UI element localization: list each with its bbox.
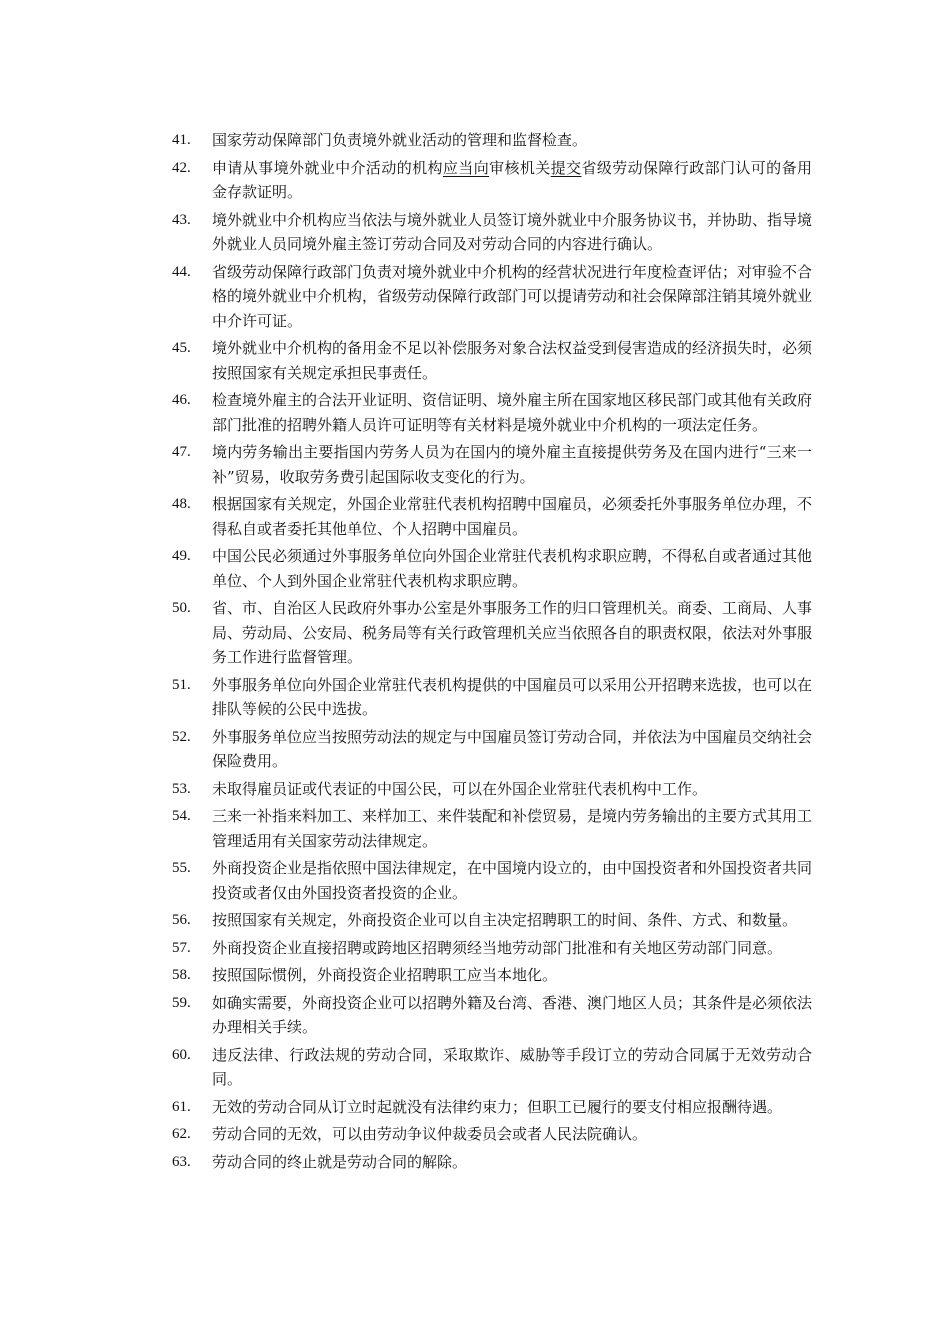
item-number: 45. bbox=[172, 340, 191, 356]
list-item bbox=[172, 963, 812, 988]
item-number: 41. bbox=[172, 132, 191, 148]
item-text: 违反法律、行政法规的劳动合同，采取欺诈、威胁等手段订立的劳动合同属于无效劳动合同。 bbox=[212, 1045, 812, 1088]
item-number: 47. bbox=[172, 444, 191, 460]
item-text-segment: 省级劳动保障行政部门认可的备用金存款证明。 bbox=[212, 158, 812, 201]
list-item bbox=[172, 492, 812, 541]
item-number: 52. bbox=[172, 728, 191, 745]
list-item bbox=[172, 673, 812, 722]
list-item bbox=[172, 1095, 812, 1120]
list-item bbox=[172, 336, 812, 385]
item-text: 外商投资企业是指依照中国法律规定，在中国境内设立的，由中国投资者和外国投资者共同投资或者仅由外国投资者投资的企业。 bbox=[212, 859, 813, 902]
list-item bbox=[172, 440, 812, 489]
item-number: 49. bbox=[172, 548, 191, 564]
list-item bbox=[172, 128, 812, 153]
item-text: 中国公民必须通过外事服务单位向外国企业常驻代表机构求职应聘，不得私自或者通过其他单位、个人到外国企业常驻代表机构求职应聘。 bbox=[212, 547, 813, 590]
item-text: 外事服务单位向外国企业常驻代表机构提供的中国雇员可以采用公开招聘来选拔，也可以在排队等候的公民中选拔。 bbox=[212, 675, 813, 718]
item-number: 53. bbox=[172, 780, 191, 797]
item-text: 根据国家有关规定，外国企业常驻代表机构招聘中国雇员，必须委托外事服务单位办理，不得私自或者委托其他单位、个人招聘中国雇员。 bbox=[212, 495, 813, 538]
list-item bbox=[172, 936, 812, 961]
item-text: 境外就业中介机构的备用金不足以补偿服务对象合法权益受到侵害造成的经济损失时，必须按照国家有关规定承担民事责任。 bbox=[212, 339, 813, 382]
item-text: 境外就业中介机构应当依法与境外就业人员签订境外就业中介服务协议书，并协助、指导境外就业人员同境外雇主签订劳动合同及对劳动合同的内容进行确认。 bbox=[212, 210, 813, 253]
list-item bbox=[172, 1043, 812, 1092]
underlined-text: 应当向 bbox=[442, 158, 490, 177]
item-number: 51. bbox=[172, 676, 191, 693]
item-number: 46. bbox=[172, 392, 191, 408]
item-number: 57. bbox=[172, 939, 191, 956]
item-text: 按照国家有关规定，外商投资企业可以自主决定招聘职工的时间、条件、方式、和数量。 bbox=[212, 911, 798, 929]
item-text: 国家劳动保障部门负责境外就业活动的管理和监督检查。 bbox=[212, 131, 588, 149]
item-text: 如确实需要，外商投资企业可以招聘外籍及台湾、香港、澳门地区人员；其条件是必须依法办理相关手续。 bbox=[212, 993, 813, 1036]
item-text: 按照国际惯例，外商投资企业招聘职工应当本地化。 bbox=[212, 966, 558, 984]
list-item bbox=[172, 777, 812, 802]
list-item bbox=[172, 856, 812, 905]
item-number: 62. bbox=[172, 1126, 191, 1142]
item-text: 劳动合同的无效，可以由劳动争议仲裁委员会或者人民法院确认。 bbox=[212, 1125, 648, 1143]
item-text: 外商投资企业直接招聘或跨地区招聘须经当地劳动部门批准和有关地区劳动部门同意。 bbox=[212, 938, 783, 957]
item-text-segment: 申请从事境外就业中介活动的机构 bbox=[212, 158, 443, 177]
statement-list bbox=[172, 128, 812, 1177]
item-number: 54. bbox=[172, 808, 191, 824]
list-item bbox=[172, 208, 812, 257]
item-number: 63. bbox=[172, 1153, 191, 1170]
list-item bbox=[172, 991, 812, 1040]
list-item bbox=[172, 388, 812, 437]
list-item bbox=[172, 596, 812, 670]
item-number: 50. bbox=[172, 600, 191, 616]
item-text: 省级劳动保障行政部门负责对境外就业中介机构的经营状况进行年度检查评估；对审验不合格的境外就业中介机构，省级劳动保障行政部门可以提请劳动和社会保障部注销其境外就业中介许可证。 bbox=[212, 262, 813, 330]
item-text: 无效的劳动合同从订立时起就没有法律约束力；但职工已履行的要支付相应报酬待遇。 bbox=[212, 1097, 783, 1116]
list-item bbox=[172, 1150, 812, 1175]
item-number: 43. bbox=[172, 211, 191, 228]
item-text: 省、市、自治区人民政府外事办公室是外事服务工作的归口管理机关。商委、工商局、人事局、劳动局、公安局、税务局等有关行政管理机关应当依照各自的职责权限，依法对外事服务工作进行监督管理。 bbox=[212, 599, 813, 666]
item-number: 42. bbox=[172, 159, 191, 176]
item-number: 56. bbox=[172, 912, 191, 928]
item-number: 48. bbox=[172, 496, 191, 512]
item-text: 检查境外雇主的合法开业证明、资信证明、境外雇主所在国家地区移民部门或其他有关政府部门批准的招聘外籍人员许可证明等有关材料是境外就业中介机构的一项法定任务。 bbox=[212, 391, 813, 434]
item-text: 外事服务单位应当按照劳动法的规定与中国雇员签订劳动合同，并依法为中国雇员交纳社会保险费用。 bbox=[212, 727, 813, 770]
item-number: 60. bbox=[172, 1046, 191, 1063]
item-number: 61. bbox=[172, 1098, 191, 1115]
item-number: 59. bbox=[172, 994, 191, 1011]
list-item bbox=[172, 156, 812, 205]
underlined-text: 提交 bbox=[550, 158, 582, 177]
item-number: 55. bbox=[172, 860, 191, 876]
item-number: 44. bbox=[172, 263, 191, 280]
list-item bbox=[172, 804, 812, 853]
item-text: 劳动合同的终止就是劳动合同的解除。 bbox=[212, 1152, 468, 1171]
item-text: 三来一补指来料加工、来样加工、来件装配和补偿贸易，是境内劳务输出的主要方式其用工管理适用有关国家劳动法律规定。 bbox=[212, 807, 813, 850]
item-text: 未取得雇员证或代表证的中国公民，可以在外国企业常驻代表机构中工作。 bbox=[212, 779, 708, 798]
list-item bbox=[172, 908, 812, 933]
list-item bbox=[172, 260, 812, 334]
list-item bbox=[172, 1122, 812, 1147]
item-text: 境内劳务输出主要指国内劳务人员为在国内的境外雇主直接提供劳务及在国内进行“三来一补”贸易，收取劳务费引起国际收支变化的行为。 bbox=[212, 443, 812, 486]
item-number: 58. bbox=[172, 967, 191, 983]
item-text bbox=[212, 156, 812, 205]
item-text-segment: 审核机关 bbox=[489, 158, 551, 177]
list-item bbox=[172, 725, 812, 774]
list-item bbox=[172, 544, 812, 593]
